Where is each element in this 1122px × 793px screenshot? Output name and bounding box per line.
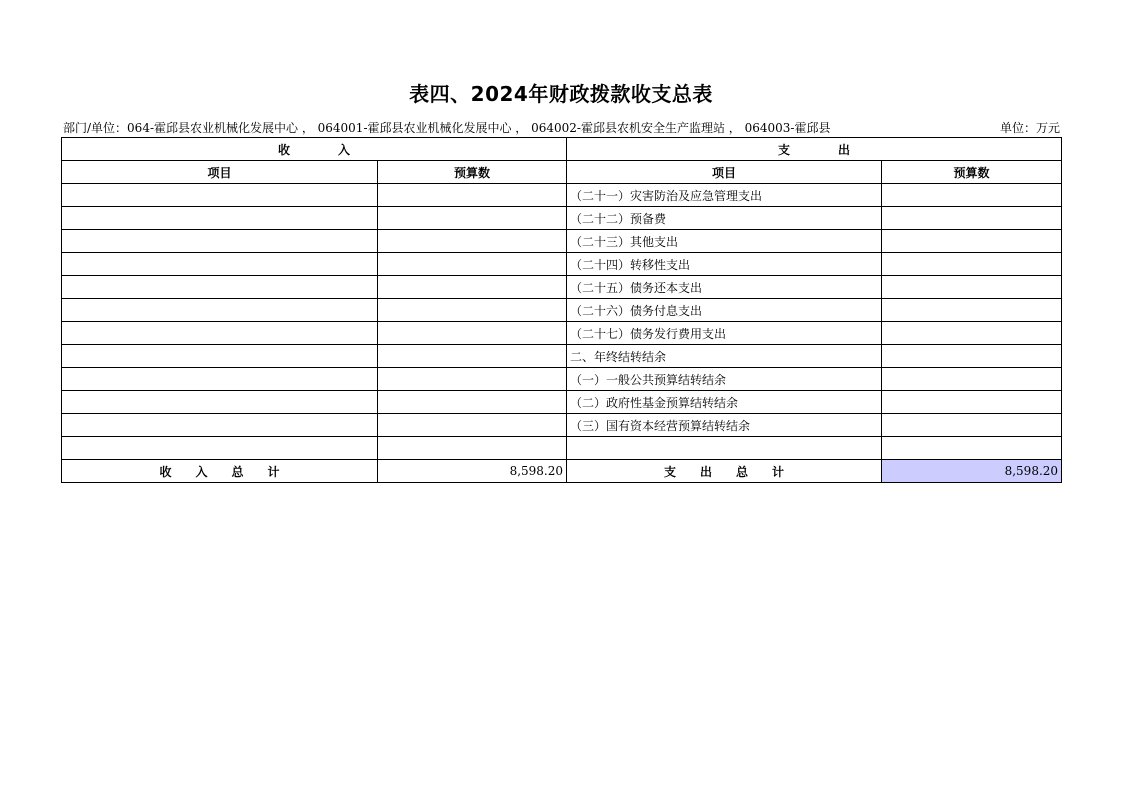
table-row [62, 391, 1062, 414]
expense-budget-cell [882, 437, 1062, 460]
income-budget-cell [378, 184, 567, 207]
income-item-cell [62, 230, 378, 253]
expense-item-cell: （二十三）其他支出 [567, 230, 882, 253]
expense-budget-cell [882, 230, 1062, 253]
income-item-cell [62, 184, 378, 207]
page-title: 表四、2024年财政拨款收支总表 [409, 82, 713, 106]
table-row [62, 437, 1062, 460]
total-row [62, 460, 1062, 483]
income-item-cell [62, 414, 378, 437]
income-budget-cell [378, 391, 567, 414]
income-budget-cell [378, 299, 567, 322]
expense-total-value: 8,598.20 [882, 460, 1062, 483]
income-budget-cell [378, 276, 567, 299]
expense-budget-cell [882, 414, 1062, 437]
expense-item-cell: （二十五）债务还本支出 [567, 276, 882, 299]
expense-budget-cell [882, 276, 1062, 299]
expense-group-header: 支 出 [567, 138, 1062, 161]
table-row [62, 184, 1062, 207]
expense-item-cell: （二十一）灾害防治及应急管理支出 [567, 184, 882, 207]
expense-item-cell: （二十六）债务付息支出 [567, 299, 882, 322]
table-row [62, 299, 1062, 322]
expense-item-cell: （一）一般公共预算结转结余 [567, 368, 882, 391]
income-item-cell [62, 345, 378, 368]
income-item-cell [62, 299, 378, 322]
expense-total-label: 支 出 总 计 [567, 460, 882, 483]
income-item-cell [62, 322, 378, 345]
expense-item-cell: （二十七）债务发行费用支出 [567, 322, 882, 345]
income-budget-cell [378, 230, 567, 253]
column-header-row [62, 161, 1062, 184]
income-total-value: 8,598.20 [378, 460, 567, 483]
income-group-header: 收 入 [62, 138, 567, 161]
table-row [62, 345, 1062, 368]
expense-budget-cell [882, 368, 1062, 391]
expense-budget-cell [882, 391, 1062, 414]
income-item-cell [62, 437, 378, 460]
unit-label: 单位：万元 [999, 121, 1060, 135]
table-row [62, 207, 1062, 230]
department-line: 部门/单位：064-霍邱县农业机械化发展中心 ， 064001-霍邱县农业机械化发展中心 ， 064002-霍邱县农机安全生产监理站 ， 064003-霍邱县 [63, 121, 831, 135]
expense-item-cell: （二十四）转移性支出 [567, 253, 882, 276]
income-budget-header: 预算数 [378, 161, 567, 184]
table-row [62, 414, 1062, 437]
income-item-header: 项目 [62, 161, 378, 184]
expense-budget-cell [882, 322, 1062, 345]
table-row [62, 276, 1062, 299]
table-row [62, 253, 1062, 276]
income-total-label: 收 入 总 计 [62, 460, 378, 483]
income-budget-cell [378, 368, 567, 391]
expense-item-cell: （二）政府性基金预算结转结余 [567, 391, 882, 414]
table-row [62, 368, 1062, 391]
income-item-cell [62, 368, 378, 391]
expense-item-cell: 二、年终结转结余 [567, 345, 882, 368]
income-item-cell [62, 253, 378, 276]
income-budget-cell [378, 345, 567, 368]
income-budget-cell [378, 322, 567, 345]
expense-budget-cell [882, 345, 1062, 368]
income-budget-cell [378, 414, 567, 437]
budget-table [61, 137, 1062, 483]
income-item-cell [62, 391, 378, 414]
expense-item-header: 项目 [567, 161, 882, 184]
expense-item-cell [567, 437, 882, 460]
table-row [62, 230, 1062, 253]
expense-budget-cell [882, 253, 1062, 276]
income-budget-cell [378, 207, 567, 230]
expense-budget-cell [882, 207, 1062, 230]
income-budget-cell [378, 253, 567, 276]
income-budget-cell [378, 437, 567, 460]
expense-budget-header: 预算数 [882, 161, 1062, 184]
expense-item-cell: （二十二）预备费 [567, 207, 882, 230]
meta-line [63, 119, 1060, 135]
expense-budget-cell [882, 299, 1062, 322]
table-row [62, 322, 1062, 345]
expense-budget-cell [882, 184, 1062, 207]
income-item-cell [62, 207, 378, 230]
group-header-row [62, 138, 1062, 161]
income-item-cell [62, 276, 378, 299]
expense-item-cell: （三）国有资本经营预算结转结余 [567, 414, 882, 437]
